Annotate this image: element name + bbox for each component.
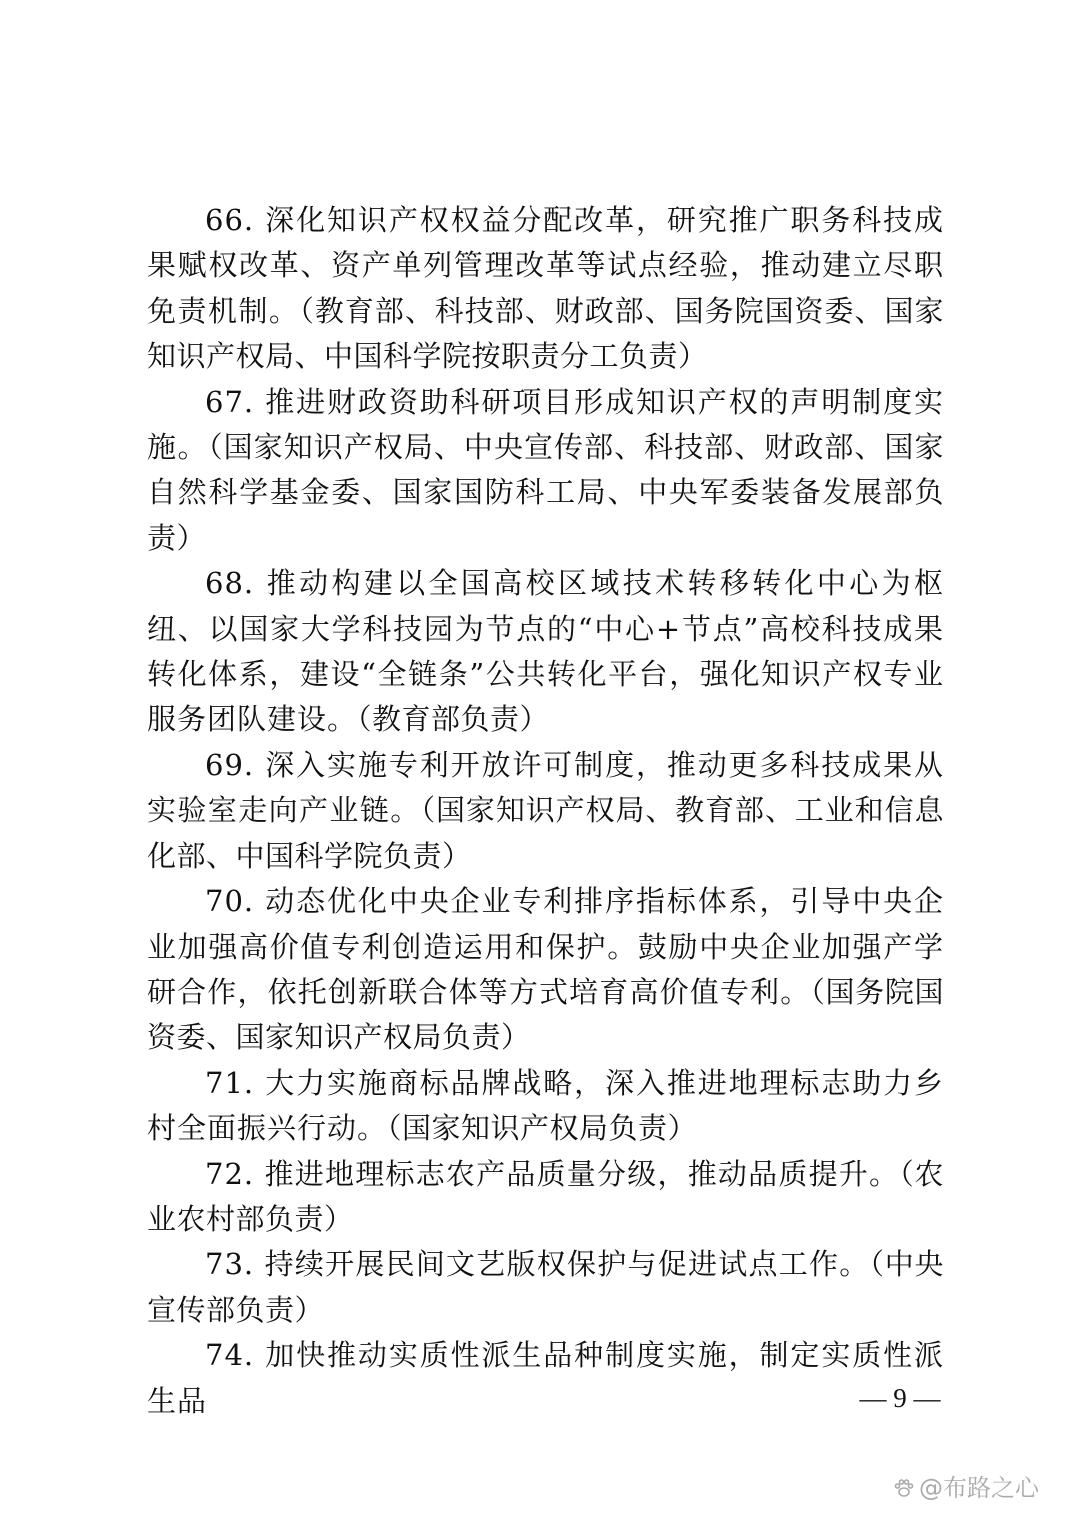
watermark-text: @布路之心 [919,1474,1039,1502]
item-number: 69. [205,747,255,782]
item-responsible: （国家知识产权局、中央宣传部、科技部、财政部、国家自然科学基金委、国家国防科工局、中央军委装备发展部负责） [147,430,944,555]
item-responsible: （国务院国资委、国家知识产权局负责） [147,974,944,1055]
item-text: 推进地理标志农产品质量分级，推动品质提升。 [264,1156,900,1191]
paw-icon [893,1477,915,1499]
item-responsible: （农业农村部负责） [147,1156,944,1236]
item-text: 加快推动实质性派生品种制度实施，制定实质性派生品 [147,1338,944,1418]
item-text: 深入实施专利开放许可制度，推动更多科技成果从实验室走向产业链。 [147,747,944,828]
item-74 [147,1333,944,1424]
item-responsible: （中央宣传部负责） [147,1247,944,1327]
item-responsible: （国家知识产权局负责） [387,1111,698,1146]
item-text: 深化知识产权权益分配改革，研究推广职务科技成果赋权改革、资产单列管理改革等试点经验，推动建立尽职免责机制。 [147,203,944,328]
item-number: 73. [205,1247,255,1282]
item-number: 74. [205,1338,255,1373]
item-69 [147,743,944,879]
item-71 [147,1061,944,1152]
item-text: 推进财政资助科研项目形成知识产权的声明制度实施。 [147,384,944,465]
item-68 [147,561,944,743]
item-responsible: （国家知识产权局、教育部、工业和信息化部、中国科学院负责） [147,793,944,873]
item-66 [147,198,944,380]
item-70 [147,879,944,1061]
item-number: 66. [205,203,255,237]
item-text: 动态优化中央企业专利排序指标体系，引导中央企业加强高价值专利创造运用和保护。鼓励中央企业加强产学研合作，依托创新联合体等方式培育高价值专利。 [147,884,944,1009]
item-number: 70. [205,884,255,919]
item-67 [147,380,944,562]
page-number: — 9 — [859,1383,941,1413]
item-text: 持续开展民间文艺版权保护与促进试点工作。 [264,1247,870,1282]
watermark [893,1473,1039,1503]
item-number: 71. [205,1065,255,1100]
document-body [147,198,944,1424]
item-responsible: （教育部、科技部、财政部、国务院国资委、国家知识产权局、中国科学院按职责分工负责） [147,293,944,374]
item-number: 67. [205,384,255,419]
item-text: 大力实施商标品牌战略，深入推进地理标志助力乡村全面振兴行动。 [147,1065,944,1146]
item-number: 68. [205,566,255,601]
item-responsible: （教育部负责） [357,702,550,737]
item-number: 72. [205,1156,255,1191]
item-72 [147,1152,944,1243]
item-73 [147,1242,944,1333]
item-text: 推动构建以全国高校区域技术转移转化中心为枢纽、以国家大学科技园为节点的“中心+节点”高校科技成果转化体系，建设“全链条”公共转化平台，强化知识产权专业服务团队建设。 [147,566,944,737]
